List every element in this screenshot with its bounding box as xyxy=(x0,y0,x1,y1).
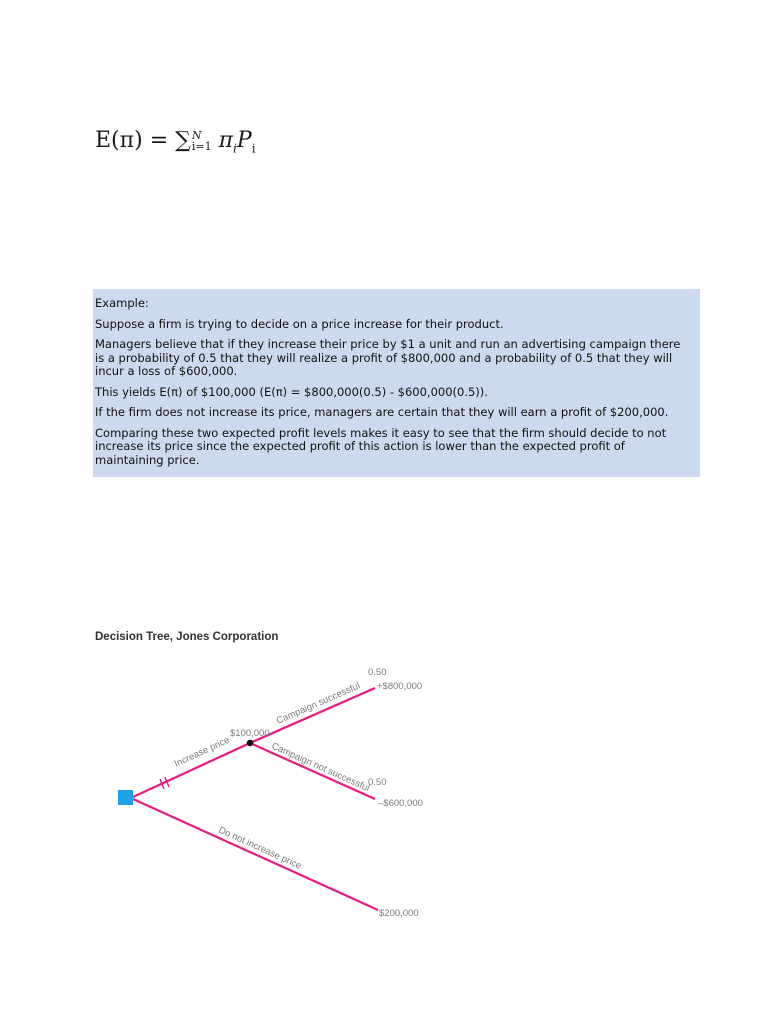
branch-campaign-not-successful xyxy=(250,740,375,799)
example-paragraph-1: Suppose a firm is trying to decide on a price increase for their product. xyxy=(95,316,504,331)
label-do-not-increase-price: Do not increase price xyxy=(216,824,304,872)
formula-lower-limit: i=1 xyxy=(191,140,212,153)
example-paragraph-5: Comparing these two expected profit levels makes it easy to see that the firm should decide to not increase its price since the expected profit of this action is lower than the expected profit of maintaining price. xyxy=(95,425,667,467)
formula-equals: = xyxy=(149,128,169,153)
formula-pi: π xyxy=(218,128,234,153)
decision-tree-title: Decision Tree, Jones Corporation xyxy=(95,631,279,643)
label-increase-price: Increase price xyxy=(172,734,232,770)
formula-p-sub: i xyxy=(251,141,256,156)
label-campaign-successful: Campaign successful xyxy=(274,680,362,727)
prob-success: 0.50 xyxy=(368,667,387,678)
decision-node xyxy=(118,790,133,805)
example-paragraph-3: This yields E(π) of $100,000 (E(π) = $800,000(0.5) - $600,000(0.5)). xyxy=(95,384,488,399)
formula-lhs: E(π) xyxy=(95,128,143,153)
formula-pi-sub: i xyxy=(233,141,237,156)
label-chance-value: $100,000 xyxy=(230,728,270,739)
formula-upper-limit: N xyxy=(191,129,202,142)
example-heading: Example: xyxy=(95,296,149,310)
example-paragraph-4: If the firm does not increase its price, managers are certain that they will earn a profit of $200,000. xyxy=(95,405,669,419)
payoff-fail: –$600,000 xyxy=(378,798,423,809)
formula-sigma: ∑ xyxy=(175,128,191,153)
payoff-success: +$800,000 xyxy=(377,681,423,692)
label-campaign-not-successful: Campaign not successful xyxy=(269,740,372,795)
payoff-no-increase: $200,000 xyxy=(379,908,419,919)
prob-fail: 0.50 xyxy=(368,777,387,788)
example-paragraph-2: Managers believe that if they increase their price by $1 a unit and run an advertising campaign there is a probability of 0.5 that they will realize a profit of $800,000 and a probability of 0.5 that they will incur a loss of $600,000. xyxy=(95,337,681,378)
formula-p: P xyxy=(236,128,252,153)
chance-node xyxy=(247,740,253,746)
branch-do-not-increase-price xyxy=(133,799,378,910)
